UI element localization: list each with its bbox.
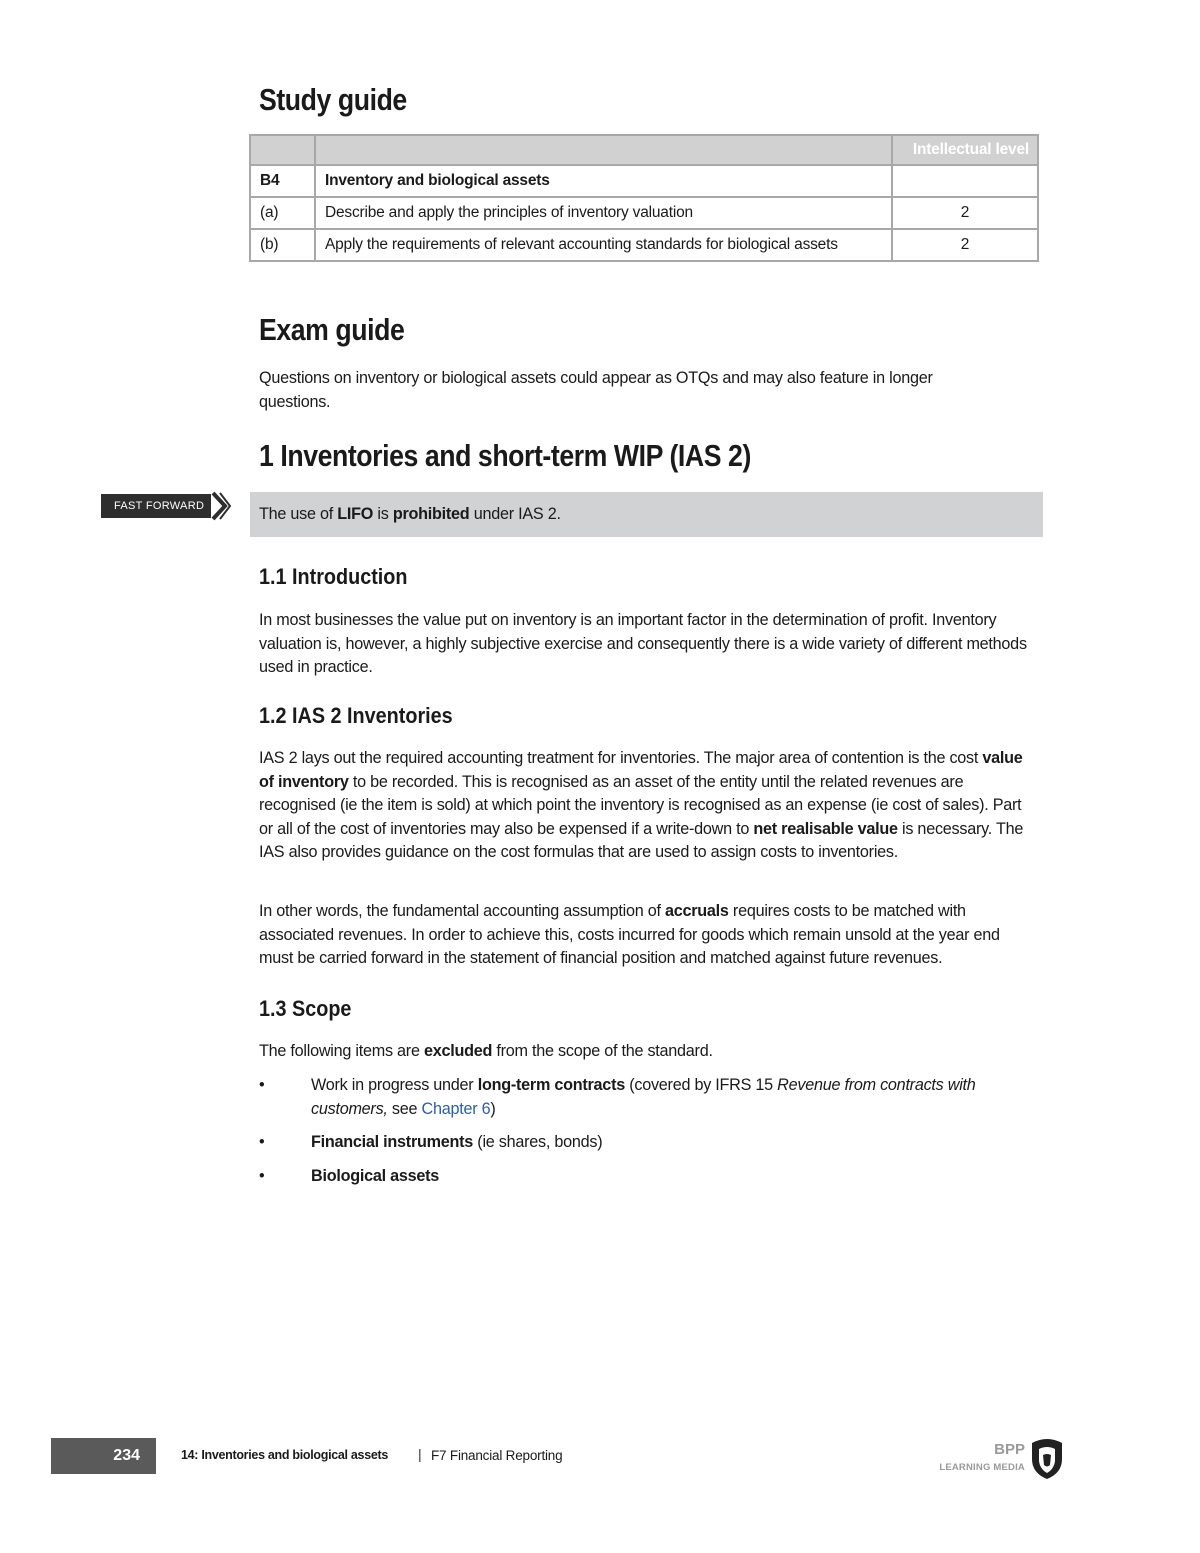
fast-forward-text: The use of LIFO is prohibited under IAS 2. [259, 505, 561, 523]
table-row [250, 197, 1038, 229]
bpp-lion-logo-icon [1028, 1437, 1066, 1481]
study-guide-table [249, 134, 1039, 262]
row-code: (a) [250, 197, 315, 229]
row-level: 2 [892, 229, 1038, 261]
footer-book-title: F7 Financial Reporting [431, 1448, 563, 1463]
intellectual-level-header: Intellectual level [892, 135, 1038, 165]
table-row [250, 165, 1038, 197]
fast-forward-label: FAST FORWARD [101, 494, 211, 518]
section-1-3-title: 1.3 Scope [259, 996, 352, 1021]
row-code: (b) [250, 229, 315, 261]
bullet-icon: • [259, 1076, 265, 1094]
publisher-subtitle: LEARNING MEDIA [939, 1462, 1025, 1473]
footer-chapter: 14: Inventories and biological assets [181, 1448, 389, 1462]
page-number: 234 [51, 1438, 156, 1474]
section-1-2-title: 1.2 IAS 2 Inventories [259, 703, 453, 728]
row-level [892, 165, 1038, 197]
scope-exclusion-list [259, 1074, 1039, 1198]
fast-forward-box [250, 492, 1043, 537]
list-item: • Financial instruments (ie shares, bonds) [259, 1131, 1039, 1155]
row-level: 2 [892, 197, 1038, 229]
list-item: • Work in progress under long-term contracts (covered by IFRS 15 Revenue from contracts with customers, see Chapter 6) [259, 1076, 976, 1118]
footer-separator: | [418, 1446, 422, 1462]
table-header-row [250, 135, 1038, 165]
row-text: Apply the requirements of relevant accounting standards for biological assets [315, 229, 892, 261]
section-1-2-paragraph-1: IAS 2 lays out the required accounting treatment for inventories. The major area of contention is the cost value of inventory to be recorded. This is recognised as an asset of the entity until the related revenues are recognised (ie the item is sold) at which point the inventory is recognised as an expense (ie cost of sales). Part or all of the cost of inventories may also be expensed if a write-down to net realisable value is necessary. The IAS also provides guidance on the cost formulas that are used to assign costs to inventories. [259, 749, 1024, 861]
bullet-icon: • [259, 1166, 265, 1185]
table-header-cell [250, 135, 315, 165]
chapter-6-link[interactable]: Chapter 6 [421, 1099, 491, 1118]
table-header-cell [315, 135, 892, 165]
publisher-name: BPP [994, 1441, 1025, 1458]
list-item: • Biological assets [259, 1165, 1039, 1189]
table-row [250, 229, 1038, 261]
row-code: B4 [250, 165, 315, 197]
section-1-2-paragraph-2: In other words, the fundamental accounting assumption of accruals requires costs to be matched with associated revenues. In order to achieve this, costs incurred for goods which remain unsold at the year end must be carried forward in the statement of financial position and matched against future revenues. [259, 902, 1000, 967]
section-1-title: 1 Inventories and short-term WIP (IAS 2) [259, 438, 751, 473]
section-1-1-title: 1.1 Introduction [259, 564, 408, 589]
section-1-1-text: In most businesses the value put on inventory is an important factor in the determination of profit. Inventory valuation is, however, a highly subjective exercise and consequently there is a wide variety of different methods used in practice. [259, 611, 1027, 676]
chevron-right-icon [210, 491, 232, 521]
exam-guide-title: Exam guide [259, 312, 405, 347]
row-text: Describe and apply the principles of inventory valuation [315, 197, 892, 229]
exam-guide-text: Questions on inventory or biological assets could appear as OTQs and may also feature in longer questions. [259, 369, 933, 411]
study-guide-title: Study guide [259, 82, 407, 117]
section-1-3-intro: The following items are excluded from the scope of the standard. [259, 1042, 713, 1060]
bullet-icon: • [259, 1133, 265, 1151]
row-text: Inventory and biological assets [315, 165, 892, 197]
